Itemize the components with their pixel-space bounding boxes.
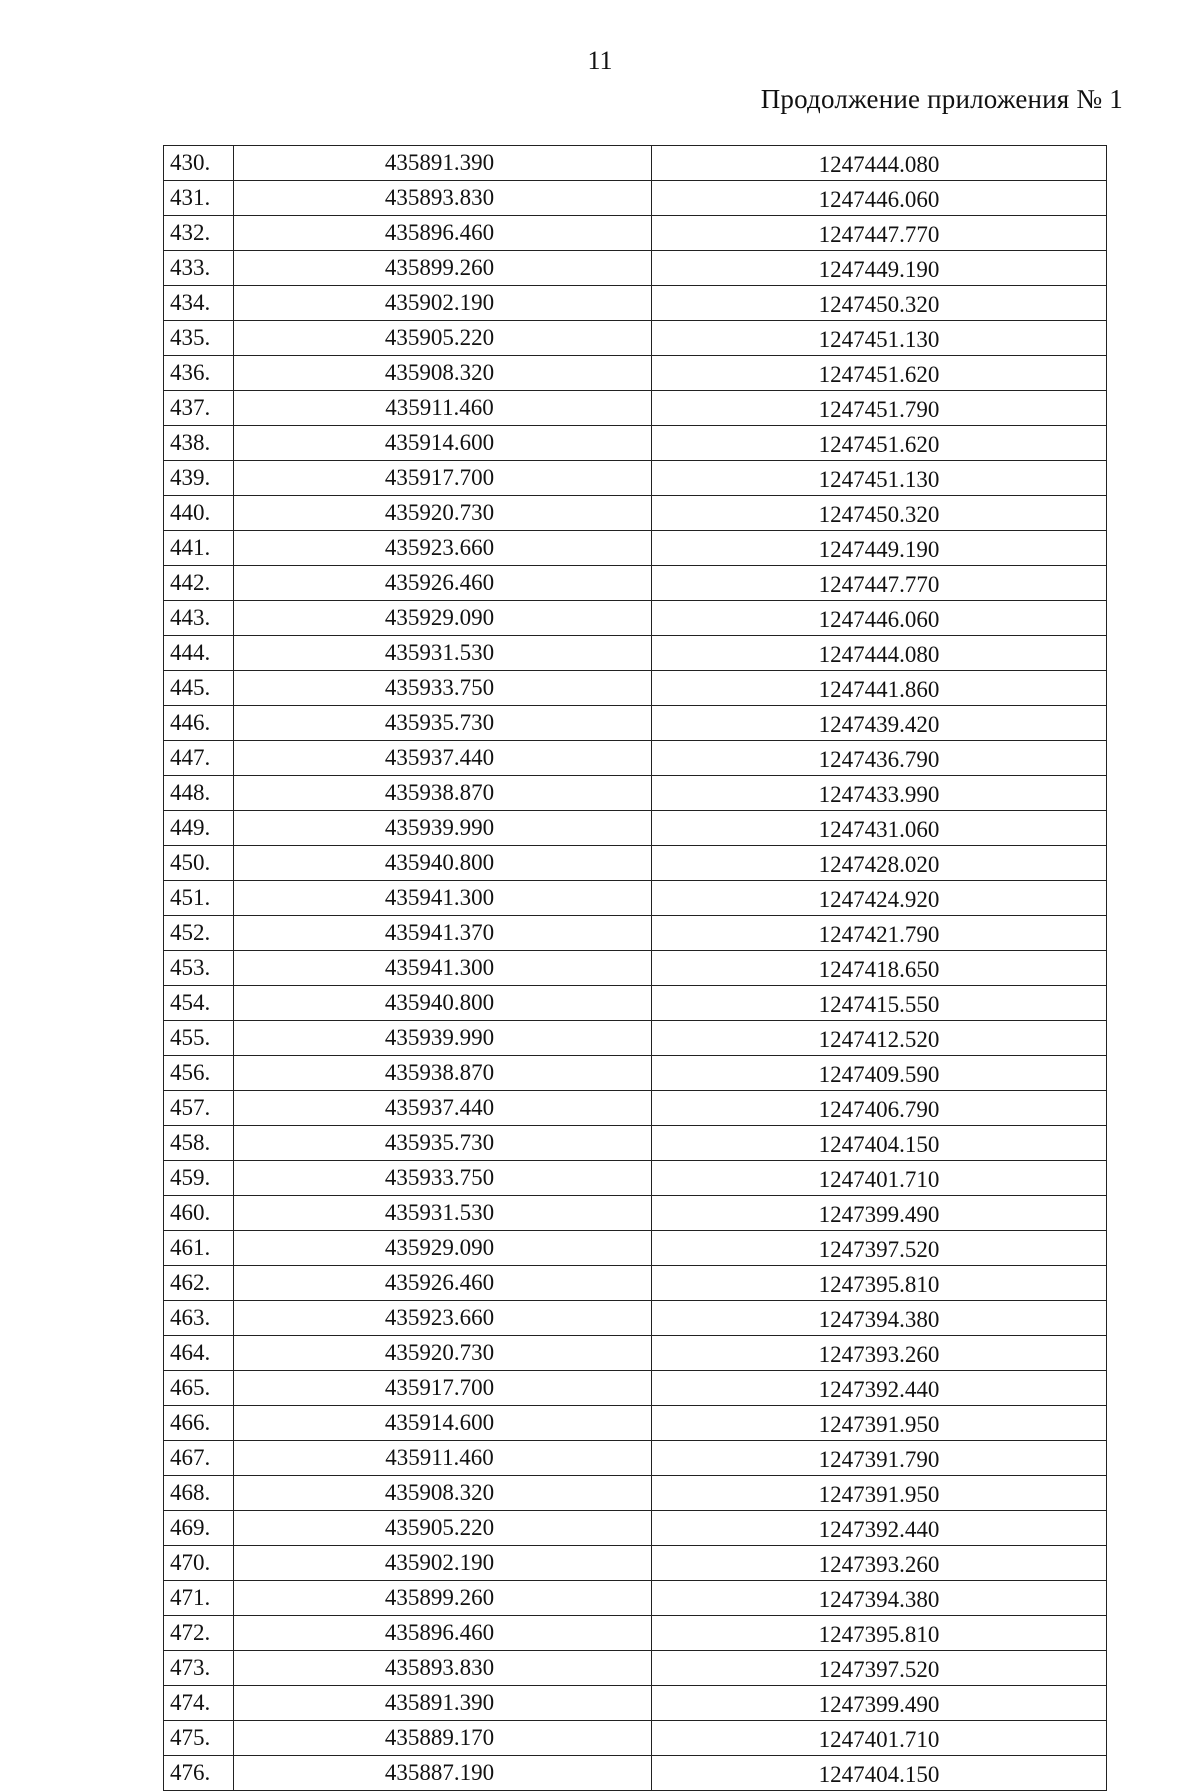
- table-row: [164, 811, 1107, 846]
- table-row: [164, 531, 1107, 566]
- point-number-cell: 476.: [164, 1756, 234, 1791]
- table-row: [164, 391, 1107, 426]
- y-coordinate-cell: 1247391.950: [652, 1476, 1107, 1511]
- point-number-cell: 446.: [164, 706, 234, 741]
- table-row: [164, 216, 1107, 251]
- table-row: [164, 461, 1107, 496]
- x-coordinate-cell: 435893.830: [234, 1651, 652, 1686]
- table-row: [164, 1581, 1107, 1616]
- x-coordinate-cell: 435933.750: [234, 671, 652, 706]
- y-coordinate-cell: 1247446.060: [652, 181, 1107, 216]
- y-coordinate-cell: 1247394.380: [652, 1581, 1107, 1616]
- x-coordinate-cell: 435905.220: [234, 1511, 652, 1546]
- x-coordinate-cell: 435893.830: [234, 181, 652, 216]
- y-coordinate-cell: 1247433.990: [652, 776, 1107, 811]
- x-coordinate-cell: 435896.460: [234, 216, 652, 251]
- x-coordinate-cell: 435933.750: [234, 1161, 652, 1196]
- point-number-cell: 464.: [164, 1336, 234, 1371]
- y-coordinate-cell: 1247449.190: [652, 531, 1107, 566]
- point-number-cell: 461.: [164, 1231, 234, 1266]
- x-coordinate-cell: 435941.300: [234, 881, 652, 916]
- y-coordinate-cell: 1247451.130: [652, 321, 1107, 356]
- point-number-cell: 433.: [164, 251, 234, 286]
- point-number-cell: 473.: [164, 1651, 234, 1686]
- y-coordinate-cell: 1247412.520: [652, 1021, 1107, 1056]
- point-number-cell: 451.: [164, 881, 234, 916]
- table-row: [164, 1021, 1107, 1056]
- x-coordinate-cell: 435941.300: [234, 951, 652, 986]
- x-coordinate-cell: 435902.190: [234, 1546, 652, 1581]
- y-coordinate-cell: 1247399.490: [652, 1196, 1107, 1231]
- y-coordinate-cell: 1247428.020: [652, 846, 1107, 881]
- y-coordinate-cell: 1247406.790: [652, 1091, 1107, 1126]
- x-coordinate-cell: 435899.260: [234, 251, 652, 286]
- x-coordinate-cell: 435923.660: [234, 531, 652, 566]
- x-coordinate-cell: 435941.370: [234, 916, 652, 951]
- page-number: 11: [587, 46, 613, 75]
- table-row: [164, 1091, 1107, 1126]
- y-coordinate-cell: 1247451.130: [652, 461, 1107, 496]
- x-coordinate-cell: 435917.700: [234, 461, 652, 496]
- x-coordinate-cell: 435914.600: [234, 1406, 652, 1441]
- table-row: [164, 146, 1107, 181]
- table-row: [164, 671, 1107, 706]
- y-coordinate-cell: 1247450.320: [652, 496, 1107, 531]
- point-number-cell: 458.: [164, 1126, 234, 1161]
- point-number-cell: 452.: [164, 916, 234, 951]
- point-number-cell: 460.: [164, 1196, 234, 1231]
- table-row: [164, 986, 1107, 1021]
- y-coordinate-cell: 1247392.440: [652, 1371, 1107, 1406]
- x-coordinate-cell: 435938.870: [234, 1056, 652, 1091]
- table-row: [164, 776, 1107, 811]
- y-coordinate-cell: 1247441.860: [652, 671, 1107, 706]
- point-number-cell: 474.: [164, 1686, 234, 1721]
- x-coordinate-cell: 435889.170: [234, 1721, 652, 1756]
- point-number-cell: 441.: [164, 531, 234, 566]
- table-row: [164, 601, 1107, 636]
- point-number-cell: 472.: [164, 1616, 234, 1651]
- point-number-cell: 462.: [164, 1266, 234, 1301]
- appendix-continuation-heading: Продолжение приложения № 1: [760, 84, 1123, 114]
- point-number-cell: 434.: [164, 286, 234, 321]
- table-row: [164, 356, 1107, 391]
- y-coordinate-cell: 1247446.060: [652, 601, 1107, 636]
- y-coordinate-cell: 1247450.320: [652, 286, 1107, 321]
- y-coordinate-cell: 1247401.710: [652, 1161, 1107, 1196]
- point-number-cell: 435.: [164, 321, 234, 356]
- table-row: [164, 1231, 1107, 1266]
- x-coordinate-cell: 435911.460: [234, 391, 652, 426]
- y-coordinate-cell: 1247424.920: [652, 881, 1107, 916]
- point-number-cell: 449.: [164, 811, 234, 846]
- y-coordinate-cell: 1247392.440: [652, 1511, 1107, 1546]
- table-row: [164, 1686, 1107, 1721]
- point-number-cell: 459.: [164, 1161, 234, 1196]
- x-coordinate-cell: 435938.870: [234, 776, 652, 811]
- y-coordinate-cell: 1247444.080: [652, 636, 1107, 671]
- y-coordinate-cell: 1247404.150: [652, 1756, 1107, 1791]
- point-number-cell: 447.: [164, 741, 234, 776]
- table-row: [164, 496, 1107, 531]
- table-row: [164, 636, 1107, 671]
- table-row: [164, 1266, 1107, 1301]
- y-coordinate-cell: 1247439.420: [652, 706, 1107, 741]
- table-row: [164, 1476, 1107, 1511]
- y-coordinate-cell: 1247451.790: [652, 391, 1107, 426]
- y-coordinate-cell: 1247447.770: [652, 566, 1107, 601]
- point-number-cell: 430.: [164, 146, 234, 181]
- point-number-cell: 471.: [164, 1581, 234, 1616]
- table-row: [164, 1616, 1107, 1651]
- point-number-cell: 438.: [164, 426, 234, 461]
- table-row: [164, 566, 1107, 601]
- table-row: [164, 1126, 1107, 1161]
- x-coordinate-cell: 435935.730: [234, 706, 652, 741]
- x-coordinate-cell: 435931.530: [234, 636, 652, 671]
- y-coordinate-cell: 1247393.260: [652, 1546, 1107, 1581]
- point-number-cell: 456.: [164, 1056, 234, 1091]
- x-coordinate-cell: 435908.320: [234, 356, 652, 391]
- point-number-cell: 448.: [164, 776, 234, 811]
- table-row: [164, 1196, 1107, 1231]
- table-row: [164, 1441, 1107, 1476]
- table-row: [164, 1301, 1107, 1336]
- table-row: [164, 251, 1107, 286]
- x-coordinate-cell: 435905.220: [234, 321, 652, 356]
- table-row: [164, 1546, 1107, 1581]
- y-coordinate-cell: 1247444.080: [652, 146, 1107, 181]
- x-coordinate-cell: 435891.390: [234, 146, 652, 181]
- point-number-cell: 465.: [164, 1371, 234, 1406]
- y-coordinate-cell: 1247451.620: [652, 426, 1107, 461]
- coordinates-table: [163, 145, 1107, 1791]
- x-coordinate-cell: 435923.660: [234, 1301, 652, 1336]
- table-row: [164, 1721, 1107, 1756]
- y-coordinate-cell: 1247395.810: [652, 1616, 1107, 1651]
- x-coordinate-cell: 435891.390: [234, 1686, 652, 1721]
- table-row: [164, 1056, 1107, 1091]
- y-coordinate-cell: 1247409.590: [652, 1056, 1107, 1091]
- point-number-cell: 468.: [164, 1476, 234, 1511]
- table-row: [164, 321, 1107, 356]
- table-row: [164, 706, 1107, 741]
- point-number-cell: 467.: [164, 1441, 234, 1476]
- x-coordinate-cell: 435908.320: [234, 1476, 652, 1511]
- x-coordinate-cell: 435940.800: [234, 986, 652, 1021]
- point-number-cell: 442.: [164, 566, 234, 601]
- y-coordinate-cell: 1247397.520: [652, 1651, 1107, 1686]
- point-number-cell: 475.: [164, 1721, 234, 1756]
- y-coordinate-cell: 1247449.190: [652, 251, 1107, 286]
- y-coordinate-cell: 1247421.790: [652, 916, 1107, 951]
- x-coordinate-cell: 435937.440: [234, 741, 652, 776]
- y-coordinate-cell: 1247431.060: [652, 811, 1107, 846]
- y-coordinate-cell: 1247399.490: [652, 1686, 1107, 1721]
- y-coordinate-cell: 1247397.520: [652, 1231, 1107, 1266]
- y-coordinate-cell: 1247394.380: [652, 1301, 1107, 1336]
- x-coordinate-cell: 435929.090: [234, 1231, 652, 1266]
- x-coordinate-cell: 435920.730: [234, 496, 652, 531]
- table-row: [164, 1651, 1107, 1686]
- x-coordinate-cell: 435926.460: [234, 566, 652, 601]
- y-coordinate-cell: 1247393.260: [652, 1336, 1107, 1371]
- x-coordinate-cell: 435935.730: [234, 1126, 652, 1161]
- y-coordinate-cell: 1247401.710: [652, 1721, 1107, 1756]
- y-coordinate-cell: 1247451.620: [652, 356, 1107, 391]
- table-row: [164, 1756, 1107, 1791]
- table-row: [164, 741, 1107, 776]
- table-row: [164, 846, 1107, 881]
- x-coordinate-cell: 435917.700: [234, 1371, 652, 1406]
- table-row: [164, 1161, 1107, 1196]
- point-number-cell: 453.: [164, 951, 234, 986]
- x-coordinate-cell: 435926.460: [234, 1266, 652, 1301]
- point-number-cell: 444.: [164, 636, 234, 671]
- table-row: [164, 881, 1107, 916]
- point-number-cell: 450.: [164, 846, 234, 881]
- y-coordinate-cell: 1247391.790: [652, 1441, 1107, 1476]
- table-row: [164, 951, 1107, 986]
- table-row: [164, 1371, 1107, 1406]
- x-coordinate-cell: 435911.460: [234, 1441, 652, 1476]
- x-coordinate-cell: 435939.990: [234, 811, 652, 846]
- x-coordinate-cell: 435902.190: [234, 286, 652, 321]
- x-coordinate-cell: 435920.730: [234, 1336, 652, 1371]
- point-number-cell: 431.: [164, 181, 234, 216]
- table-row: [164, 1511, 1107, 1546]
- point-number-cell: 436.: [164, 356, 234, 391]
- table-row: [164, 1336, 1107, 1371]
- table-row: [164, 1406, 1107, 1441]
- y-coordinate-cell: 1247418.650: [652, 951, 1107, 986]
- y-coordinate-cell: 1247395.810: [652, 1266, 1107, 1301]
- point-number-cell: 437.: [164, 391, 234, 426]
- x-coordinate-cell: 435939.990: [234, 1021, 652, 1056]
- y-coordinate-cell: 1247415.550: [652, 986, 1107, 1021]
- x-coordinate-cell: 435940.800: [234, 846, 652, 881]
- x-coordinate-cell: 435887.190: [234, 1756, 652, 1791]
- point-number-cell: 455.: [164, 1021, 234, 1056]
- table-row: [164, 286, 1107, 321]
- x-coordinate-cell: 435899.260: [234, 1581, 652, 1616]
- table-row: [164, 181, 1107, 216]
- point-number-cell: 454.: [164, 986, 234, 1021]
- table-row: [164, 426, 1107, 461]
- y-coordinate-cell: 1247391.950: [652, 1406, 1107, 1441]
- point-number-cell: 469.: [164, 1511, 234, 1546]
- point-number-cell: 470.: [164, 1546, 234, 1581]
- x-coordinate-cell: 435931.530: [234, 1196, 652, 1231]
- x-coordinate-cell: 435929.090: [234, 601, 652, 636]
- point-number-cell: 457.: [164, 1091, 234, 1126]
- y-coordinate-cell: 1247447.770: [652, 216, 1107, 251]
- x-coordinate-cell: 435937.440: [234, 1091, 652, 1126]
- point-number-cell: 463.: [164, 1301, 234, 1336]
- point-number-cell: 466.: [164, 1406, 234, 1441]
- point-number-cell: 445.: [164, 671, 234, 706]
- point-number-cell: 439.: [164, 461, 234, 496]
- point-number-cell: 443.: [164, 601, 234, 636]
- x-coordinate-cell: 435896.460: [234, 1616, 652, 1651]
- coordinates-table-container: [163, 145, 1106, 1791]
- point-number-cell: 440.: [164, 496, 234, 531]
- table-row: [164, 916, 1107, 951]
- coordinates-table-body: [164, 146, 1107, 1791]
- point-number-cell: 432.: [164, 216, 234, 251]
- x-coordinate-cell: 435914.600: [234, 426, 652, 461]
- y-coordinate-cell: 1247404.150: [652, 1126, 1107, 1161]
- y-coordinate-cell: 1247436.790: [652, 741, 1107, 776]
